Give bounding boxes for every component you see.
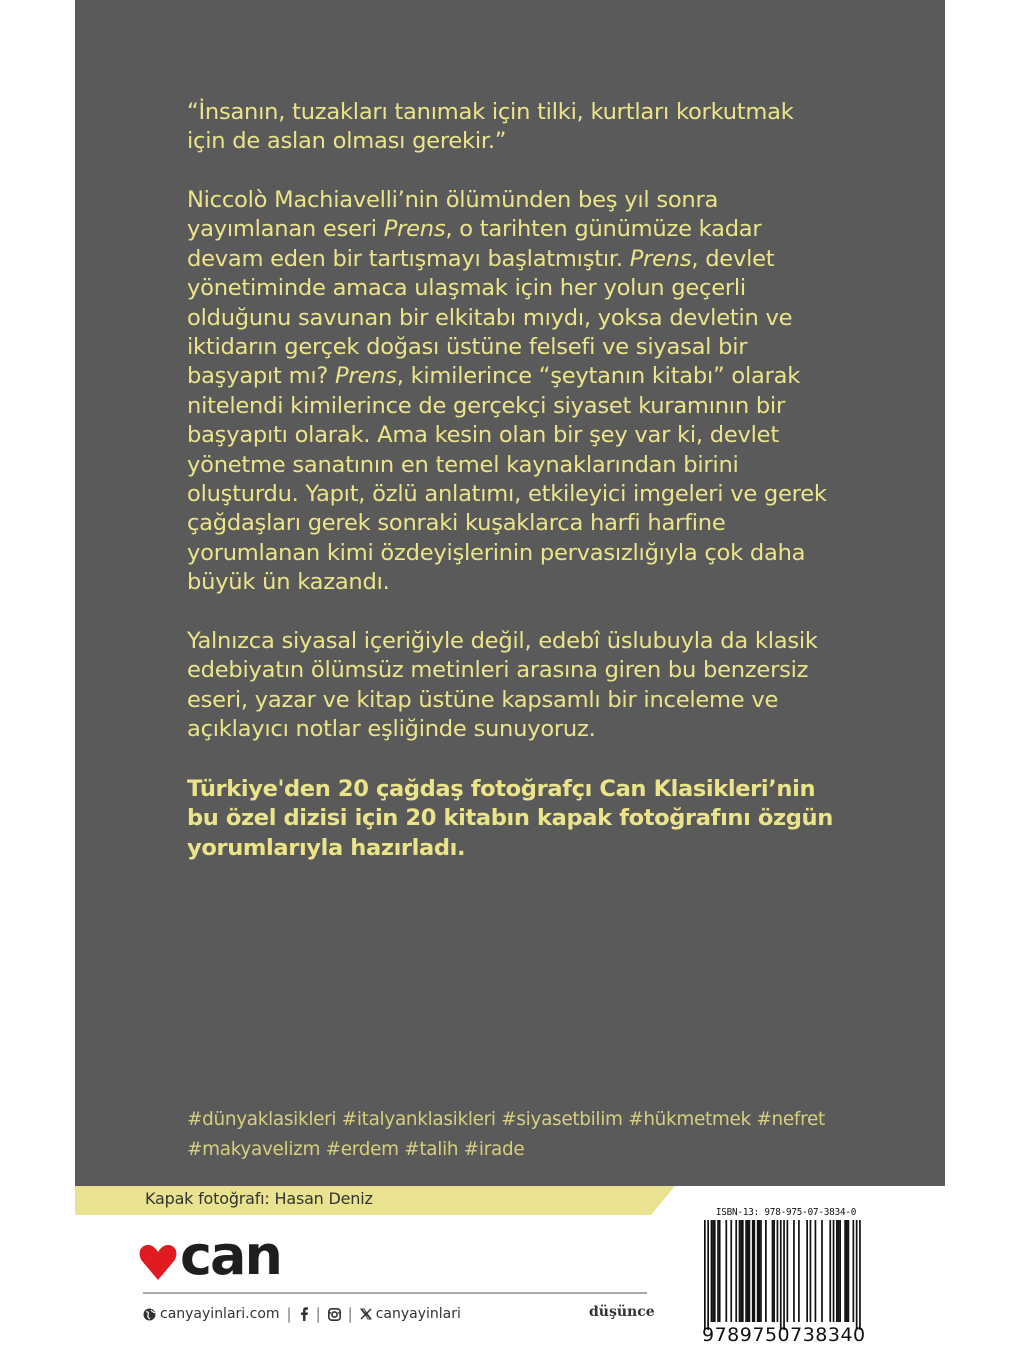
barcode-bar bbox=[711, 1220, 713, 1322]
description-paragraph-1 bbox=[187, 186, 837, 598]
barcode-bar bbox=[787, 1220, 789, 1322]
barcode-bar bbox=[772, 1220, 774, 1322]
separator: | bbox=[286, 1305, 292, 1323]
barcode-bar bbox=[839, 1220, 841, 1322]
barcode-bar bbox=[829, 1220, 831, 1322]
cover-quote: “İnsanın, tuzakları tanımak için tilki, kurtları korkutmak için de aslan olması gerekir.” bbox=[187, 99, 794, 155]
globe-icon bbox=[143, 1308, 156, 1321]
series-note-paragraph: Türkiye'den 20 çağdaş fotoğrafçı Can Klasikleri’nin bu özel dizisi için 20 kitabın kapak fotoğrafını özgün yorumlarıyla hazırladı. bbox=[187, 776, 833, 861]
social-handle[interactable]: canyayinlari bbox=[375, 1306, 461, 1322]
barcode-bar bbox=[765, 1220, 767, 1322]
barcode-bar bbox=[783, 1220, 785, 1330]
barcode-bar bbox=[752, 1220, 754, 1322]
barcode-bar bbox=[760, 1220, 762, 1322]
hashtag-list: #dünyaklasikleri #italyanklasikleri #siyasetbilim #hükmetmek #nefret #makyavelizm #erdem #talih #irade bbox=[187, 1109, 825, 1160]
barcode-bar bbox=[793, 1220, 795, 1322]
barcode-bar bbox=[717, 1220, 719, 1322]
barcode-bar bbox=[758, 1220, 760, 1322]
text-run: Niccolò Machiavelli’nin ölümünden beş yıl sonra yayımlanan eseri bbox=[187, 187, 719, 243]
barcode-bar bbox=[815, 1220, 817, 1322]
barcode-bar bbox=[714, 1220, 716, 1322]
barcode-bar bbox=[844, 1220, 846, 1322]
series-label: düşünce bbox=[589, 1304, 655, 1320]
barcode-bar bbox=[836, 1220, 838, 1322]
separator: | bbox=[347, 1305, 353, 1323]
logo-wordmark: can bbox=[180, 1224, 281, 1287]
barcode-bar bbox=[810, 1220, 812, 1322]
publisher-contacts bbox=[143, 1304, 461, 1324]
barcode-bar bbox=[780, 1220, 782, 1330]
barcode bbox=[700, 1203, 870, 1347]
text-run: , kimilerince “şeytanın kitabı” olarak nitelendi kimilerince de gerçekçi siyaset kuramının bir başyapıtı olarak. Ama kesin olan bir şey var ki, devlet yönetme sanatının en temel kaynaklarından birini oluşturdu. Yapıt, özlü anlatımı, etkileyici imgeleri ve gerek çağdaşları gerek sonraki kuşaklarca harfi harfine yorumlanan kimi özdeyişlerinin pervasızlığıyla çok daha büyük ün kazandı. bbox=[187, 363, 827, 596]
barcode-bar bbox=[745, 1220, 747, 1322]
barcode-bar bbox=[704, 1220, 706, 1330]
book-title-italic: Prens bbox=[629, 245, 692, 272]
barcode-bar bbox=[749, 1220, 751, 1322]
footer-divider bbox=[143, 1292, 647, 1294]
barcode-bar bbox=[848, 1220, 850, 1322]
barcode-bar bbox=[806, 1220, 808, 1322]
barcode-bar bbox=[777, 1220, 779, 1322]
barcode-bar bbox=[719, 1220, 721, 1322]
barcode-bar bbox=[853, 1220, 855, 1322]
barcode-bar bbox=[754, 1220, 756, 1322]
text-run: , o tarihten günümüze kadar devam eden bir tartışmayı başlatmıştır. bbox=[187, 216, 762, 272]
barcode-bars bbox=[700, 1220, 870, 1330]
x-icon[interactable] bbox=[360, 1308, 372, 1320]
website-link[interactable]: canyayinlari.com bbox=[160, 1306, 280, 1322]
barcode-bar bbox=[742, 1220, 744, 1322]
barcode-bar bbox=[740, 1220, 742, 1322]
facebook-icon[interactable] bbox=[299, 1307, 309, 1321]
barcode-bar bbox=[735, 1220, 737, 1322]
barcode-bar bbox=[798, 1220, 800, 1322]
barcode-bar bbox=[821, 1220, 823, 1322]
isbn-label: ISBN-13: 978-975-07-3834-0 bbox=[715, 1207, 857, 1218]
barcode-bar bbox=[730, 1220, 732, 1322]
barcode-bar bbox=[707, 1220, 709, 1330]
barcode-bar bbox=[739, 1220, 741, 1322]
instagram-icon[interactable] bbox=[328, 1308, 341, 1321]
book-title-italic: Prens bbox=[383, 216, 446, 243]
barcode-bar bbox=[747, 1220, 749, 1322]
barcode-bar bbox=[833, 1220, 835, 1322]
description-paragraph-2: Yalnızca siyasal içeriğiyle değil, edebî üslubuyla da klasik edebiyatın ölümsüz metinleri arasına giren bu benzersiz eseri, yazar ve kitap üstüne kapsamlı bir inceleme ve açıklayıcı notlar eşliğinde sunuyoruz. bbox=[187, 628, 818, 743]
text-run: , devlet yönetiminde amaca ulaşmak için her yolun geçerli olduğunu savunan bir elkitabı mıydı, yoksa devletin ve iktidarın gerçek doğası üstüne felsefi ve siyasal bir başyapıt mı? bbox=[187, 245, 793, 390]
barcode-bar bbox=[725, 1220, 727, 1322]
barcode-bar bbox=[846, 1220, 848, 1322]
ean-digits: 9789750738340 bbox=[702, 1324, 866, 1346]
barcode-bar bbox=[773, 1220, 775, 1322]
barcode-bar bbox=[856, 1220, 858, 1330]
heart-icon bbox=[138, 1242, 178, 1282]
barcode-bar bbox=[859, 1220, 861, 1330]
barcode-bar bbox=[838, 1220, 840, 1322]
barcode-bar bbox=[712, 1220, 714, 1322]
photo-credit: Kapak fotoğrafı: Hasan Deniz bbox=[145, 1189, 373, 1208]
book-title-italic: Prens bbox=[335, 363, 397, 390]
separator: | bbox=[315, 1305, 321, 1323]
barcode-bar bbox=[757, 1220, 759, 1322]
